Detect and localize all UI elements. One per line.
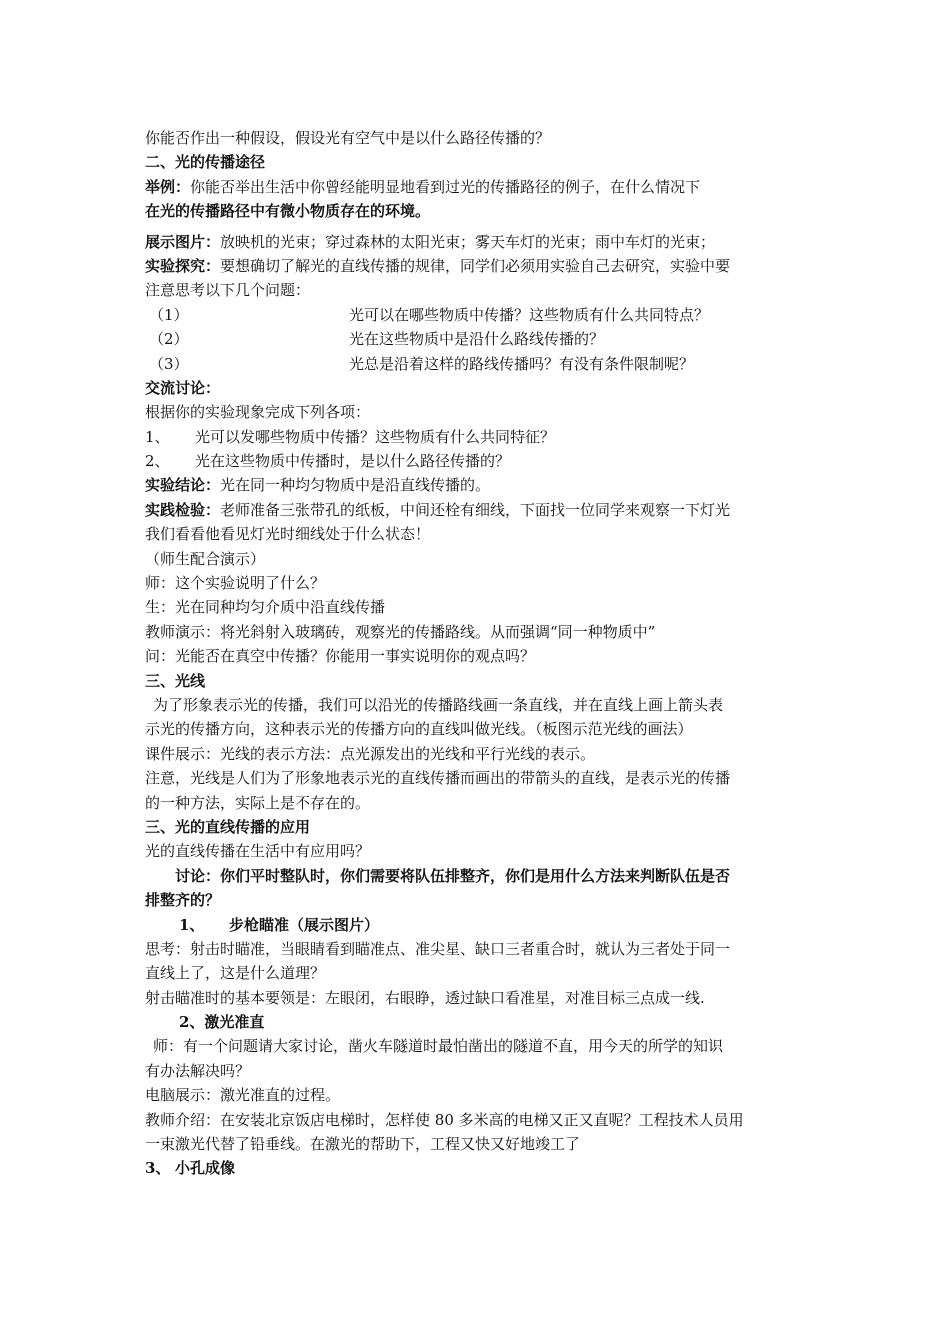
question-text: 光可以在哪些物质中传播？这些物质有什么共同特点？	[349, 305, 710, 324]
text-example: 你能否举出生活中你曾经能明显地看到过光的传播路径的例子，在什么情况下	[190, 177, 701, 196]
paragraph-experiment	[145, 254, 815, 278]
question-item	[145, 352, 815, 376]
paragraph-thinking-cont: 直线上了，这是什么道理？	[145, 964, 326, 983]
paragraph-practice	[145, 498, 815, 522]
discussion-number: 2、	[145, 452, 170, 471]
paragraph-light-ray: 为了形象表示光的传播，我们可以沿光的传播路线画一条直线，并在直线上画上箭头表	[153, 695, 724, 714]
label-example: 举例：	[145, 177, 191, 196]
paragraph-thinking: 思考：射击时瞄准，当眼睛看到瞄准点、准尖星、缺口三者重合时，就认为三者处于同一	[145, 939, 731, 958]
question-number: （2）	[149, 330, 189, 349]
application-item-laser: 2、激光准直	[179, 1013, 265, 1032]
paragraph-environment: 在光的传播路径中有微小物质存在的环境。	[145, 202, 431, 221]
paragraph-conclusion	[145, 473, 815, 497]
text-experiment: 要想确切了解光的直线传播的规律，同学们必须用实验自己去研究，实验中要	[220, 256, 731, 275]
question-number: （1）	[149, 305, 189, 324]
text-show-pictures: 放映机的光束；穿过森林的太阳光束；雾天车灯的光束；雨中车灯的光束；	[220, 232, 716, 251]
paragraph-practice-cont: 我们看看他看见灯光时细线处于什么状态！	[145, 525, 431, 544]
paragraph-note-cont: 的一种方法，实际上是不存在的。	[145, 793, 371, 812]
paragraph-courseware: 课件展示：光线的表示方法：点光源发出的光线和平行光线的表示。	[145, 744, 596, 763]
paragraph-questions-intro: 注意思考以下几个问题：	[145, 281, 311, 300]
text-conclusion: 光在同一种均匀物质中是沿直线传播的。	[220, 476, 491, 495]
paragraph-light-ray-cont: 示光的传播方向，这种表示光的传播方向的直线叫做光线。（板图示范光线的画法）	[145, 720, 693, 739]
paragraph-student-answer: 生：光在同种均匀介质中沿直线传播	[145, 598, 386, 617]
heading-light-ray: 三、光线	[145, 671, 206, 690]
paragraph-demo-note: （师生配合演示）	[145, 549, 266, 568]
paragraph-tunnel-question: 师：有一个问题请大家讨论，凿火车隧道时最怕凿出的隧道不直，用今天的所学的知识	[153, 1037, 724, 1056]
discussion-number: 1、	[145, 427, 170, 446]
paragraph-note: 注意，光线是人们为了形象地表示光的直线传播而画出的带箭头的直线，是表示光的传播	[145, 769, 731, 788]
paragraph-teacher-question: 师：这个实验说明了什么？	[145, 574, 326, 593]
question-item	[145, 327, 815, 351]
label-experiment: 实验探究：	[145, 256, 221, 275]
text-practice: 老师准备三张带孔的纸板，中间还栓有细线，下面找一位同学来观察一下灯光	[220, 500, 731, 519]
heading-applications: 三、光的直线传播的应用	[145, 817, 311, 836]
paragraph-discussion-queue-cont: 排整齐的？	[145, 891, 221, 910]
application-item-pinhole	[145, 1156, 815, 1180]
document-page	[145, 126, 815, 1181]
discussion-text: 光在这些物质中传播时，是以什么路径传播的？	[195, 452, 511, 471]
heading-light-propagation-path: 二、光的传播途径	[145, 153, 266, 172]
paragraph-show-pictures	[145, 230, 815, 254]
paragraph-applications-question: 光的直线传播在生活中有应用吗？	[145, 842, 371, 861]
discussion-item	[145, 425, 815, 449]
question-number: （3）	[149, 354, 189, 373]
paragraph-teacher-intro-cont: 一束激光代替了铅垂线。在激光的帮助下，工程又快又好地竣工了	[145, 1135, 581, 1154]
application-number: 1、	[179, 915, 205, 934]
paragraph-aiming-essentials: 射击瞄准时的基本要领是：左眼闭，右眼睁，透过缺口看准星，对准目标三点成一线.	[145, 988, 705, 1007]
paragraph-teacher-intro: 教师介绍：在安装北京饭店电梯时，怎样使 80 多米高的电梯又正又直呢？工程技术人员用	[145, 1110, 744, 1129]
paragraph-example	[145, 175, 815, 199]
paragraph-vacuum-question: 问：光能否在真空中传播？你能用一事实说明你的观点吗？	[145, 647, 536, 666]
application-title: 小孔成像	[175, 1159, 236, 1178]
question-item	[145, 303, 815, 327]
discussion-text: 光可以发哪些物质中传播？这些物质有什么共同特征？	[195, 427, 556, 446]
label-practice: 实践检验：	[145, 500, 221, 519]
paragraph-hypothesis: 你能否作出一种假设，假设光有空气中是以什么路径传播的？	[145, 129, 551, 147]
application-number: 3、	[145, 1159, 171, 1178]
question-text: 光总是沿着这样的路线传播吗？有没有条件限制呢？	[349, 354, 695, 373]
paragraph-complete-items: 根据你的实验现象完成下列各项：	[145, 403, 371, 422]
paragraph-discussion-queue: 讨论：你们平时整队时，你们需要将队伍排整齐，你们是用什么方法来判断队伍是否	[175, 866, 731, 885]
label-show-pictures: 展示图片：	[145, 232, 221, 251]
label-conclusion: 实验结论：	[145, 476, 221, 495]
application-item-rifle	[145, 913, 815, 937]
application-title: 步枪瞄准（展示图片）	[229, 915, 380, 934]
question-text: 光在这些物质中是沿什么路线传播的？	[349, 330, 605, 349]
paragraph-computer-demo: 电脑展示：激光准直的过程。	[145, 1086, 341, 1105]
paragraph-teacher-demo: 教师演示：将光斜射入玻璃砖，观察光的传播路线。从而强调“同一种物质中”	[145, 622, 656, 641]
discussion-item	[145, 449, 815, 473]
paragraph-tunnel-question-cont: 有办法解决吗？	[145, 1061, 251, 1080]
heading-discussion: 交流讨论：	[145, 378, 221, 397]
